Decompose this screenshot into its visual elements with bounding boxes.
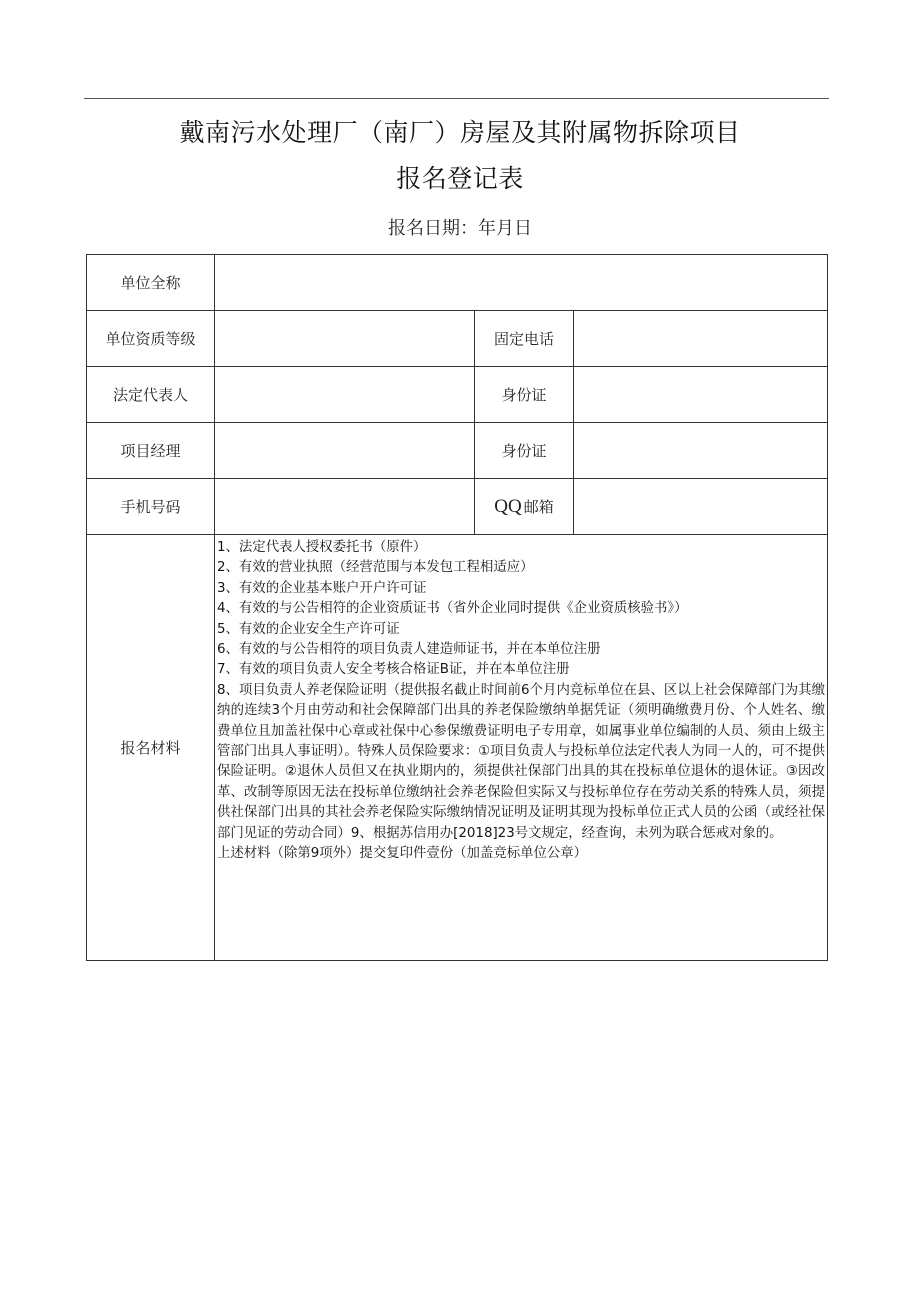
mobile-field[interactable] — [215, 479, 475, 535]
company-name-field[interactable] — [215, 255, 828, 311]
mail-label: 邮箱 — [523, 497, 554, 516]
phone-label: 固定电话 — [475, 311, 574, 367]
top-divider — [84, 98, 829, 99]
row-materials — [87, 535, 828, 961]
registration-date-line: 报名日期：年月日 — [388, 218, 532, 239]
row-legal-representative — [87, 367, 828, 423]
project-manager-field[interactable] — [215, 423, 475, 479]
company-name-label: 单位全称 — [87, 255, 215, 311]
page-title: 戴南污水处理厂（南厂）房屋及其附属物拆除项目 — [179, 118, 741, 147]
material-item: 2、有效的营业执照（经营范围与本发包工程相适应） — [217, 560, 534, 576]
legal-rep-id-label: 身份证 — [475, 367, 574, 423]
materials-note: 上述材料（除第9项外）提交复印件壹份（加盖竞标单位公章） — [217, 846, 588, 862]
form-title: 报名登记表 — [396, 164, 524, 193]
row-mobile — [87, 479, 828, 535]
row-qualification — [87, 311, 828, 367]
legal-rep-field[interactable] — [215, 367, 475, 423]
row-company-name — [87, 255, 828, 311]
material-item: 7、有效的项目负责人安全考核合格证B证，并在本单位注册 — [217, 662, 570, 678]
mobile-label: 手机号码 — [87, 479, 215, 535]
material-item: 8、项目负责人养老保险证明（提供报名截止时间前6个月内竞标单位在县、区以上社会保障部门为其缴纳的连续3个月由劳动和社会保障部门出具的养老保险缴纳单据凭证（须明确缴费月份、个人姓名、缴费单位且加盖社保中心章或社保中心参保缴费证明电子专用章，如属事业单位编制的人员、须由上级主管部门出具人事证明）。特殊人员保险要求：①项目负责人与投标单位法定代表人为同一人的，可不提供保险证明。②退休人员但又在执业期内的，须提供社保部门出具的其在投标单位退休的退休证。③因改革、改制等原因无法在投标单位缴纳社会养老保险但实际又与投标单位存在劳动关系的特殊人员，须提供社保部门出具的其社会养老保险实际缴纳情况证明及证明其现为投标单位正式人员的公函（或经社保部门见证的劳动合同）9、根据苏信用办[2018]23号文规定，经查询，未列为联合惩戒对象的。 — [217, 682, 826, 841]
legal-rep-label: 法定代表人 — [87, 367, 215, 423]
materials-label: 报名材料 — [87, 535, 215, 961]
qq-mail-field[interactable] — [574, 479, 828, 535]
project-manager-label: 项目经理 — [87, 423, 215, 479]
legal-rep-id-field[interactable] — [574, 367, 828, 423]
material-item: 3、有效的企业基本账户开户许可证 — [217, 580, 427, 596]
pm-id-label: 身份证 — [475, 423, 574, 479]
material-item: 6、有效的与公告相符的项目负责人建造师证书，并在本单位注册 — [217, 642, 601, 658]
material-item: 4、有效的与公告相符的企业资质证书（省外企业同时提供《企业资质核验书》） — [217, 601, 688, 617]
row-project-manager — [87, 423, 828, 479]
qualification-field[interactable] — [215, 311, 475, 367]
phone-field[interactable] — [574, 311, 828, 367]
materials-list — [215, 535, 828, 961]
qq-label: QQ — [494, 495, 522, 517]
pm-id-field[interactable] — [574, 423, 828, 479]
registration-form-table — [86, 254, 828, 961]
qualification-label: 单位资质等级 — [87, 311, 215, 367]
material-item: 5、有效的企业安全生产许可证 — [217, 621, 400, 637]
material-item: 1、法定代表人授权委托书（原件） — [217, 540, 427, 555]
qq-mail-label — [475, 479, 574, 535]
